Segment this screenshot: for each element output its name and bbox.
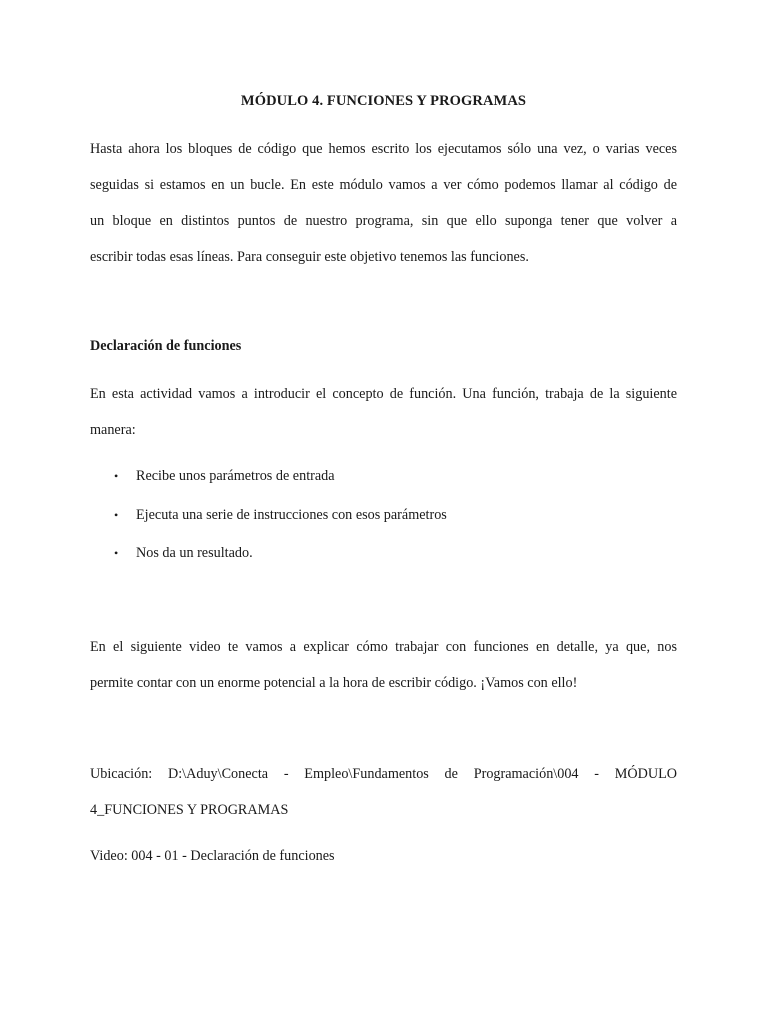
intro-line: seguidas si estamos en un bucle. En este módulo vamos a ver cómo podemos llamar al código de [90,177,677,193]
list-item [90,462,447,501]
video-reference: Video: 004 - 01 - Declaración de funciones [90,848,335,864]
location-line: 4_FUNCIONES Y PROGRAMAS [90,802,289,818]
bullet-icon: • [114,546,119,560]
document-page [90,0,677,1024]
video-intro-line: En el siguiente video te vamos a explicar cómo trabajar con funciones en detalle, ya que, nos [90,639,677,655]
intro-line: escribir todas esas líneas. Para conseguir este objetivo tenemos las funciones. [90,249,529,265]
intro-line: Hasta ahora los bloques de código que hemos escrito los ejecutamos sólo una vez, o varias veces [90,141,677,157]
list-item [90,501,447,540]
section-line: manera: [90,422,136,438]
intro-line: un bloque en distintos puntos de nuestro programa, sin que ello suponga tener que volver a [90,213,677,229]
list-item-text: Ejecuta una serie de instrucciones con esos parámetros [136,506,447,523]
list-item-text: Nos da un resultado. [136,545,253,561]
video-intro-line: permite contar con un enorme potencial a la hora de escribir código. ¡Vamos con ello! [90,675,578,691]
section-line: En esta actividad vamos a introducir el concepto de función. Una función, trabaja de la siguiente [90,386,677,402]
location-line: Ubicación: D:\Aduy\Conecta - Empleo\Fundamentos de Programación\004 - MÓDULO [90,766,677,782]
bullet-icon: • [114,507,119,522]
section-heading: Declaración de funciones [90,338,242,354]
document-title: MÓDULO 4. FUNCIONES Y PROGRAMAS [240,93,527,109]
bullet-list [90,462,447,578]
list-item [90,539,447,578]
list-item-text: Recibe unos parámetros de entrada [136,468,335,484]
bullet-icon: • [114,469,119,483]
